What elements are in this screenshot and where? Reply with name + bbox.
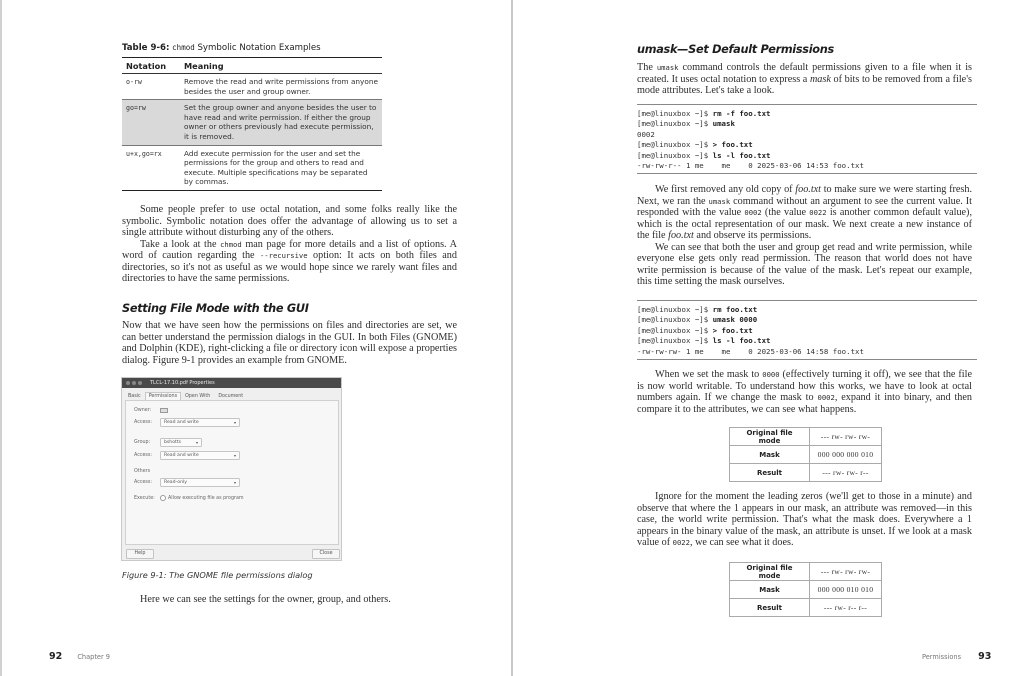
window-close-icon <box>126 381 130 385</box>
section-heading: Setting File Mode with the GUI <box>122 302 309 315</box>
others-access-row: Access: Read-only ▾ <box>134 478 240 487</box>
table-row: Mask 000 000 010 010 <box>730 581 882 599</box>
chevron-down-icon: ▾ <box>233 453 236 458</box>
section-heading: umask—Set Default Permissions <box>637 43 834 56</box>
code-line: [me@linuxbox ~]$ > foo.txt <box>637 325 753 335</box>
code-line: [me@linuxbox ~]$ > foo.txt <box>637 140 753 150</box>
code-line: -rw-rw-r-- 1 me me 0 2025-03-06 14:53 foo.txt <box>637 161 864 171</box>
code-block <box>637 104 977 174</box>
owner-access-row: Access: Read and write ▾ <box>134 418 240 427</box>
dialog-tabs <box>122 389 341 400</box>
code-line: 0002 <box>637 129 655 139</box>
meaning-cell: Add execute permission for the user and set the permissions for the group and others to read and execute. Multiple specifications may be separated by commas. <box>180 145 382 190</box>
table-row: Result --- rw- r-- r-- <box>730 599 882 617</box>
owner-row: Owner: <box>134 408 168 413</box>
code-line: [me@linuxbox ~]$ rm foo.txt <box>637 305 758 314</box>
owner-access-combo: Read and write ▾ <box>160 418 240 427</box>
paragraph: We first removed any old copy of foo.txt to make sure we were starting fresh. Next, we ran the umask command without an argument to see the current value. It responded with the value 0002 (the value 0022 is another common default value), which is the octal representation of our mask. We next create a new instance of the file foo.txt and observe its permissions. We can see that both the user and group get read and write permission, while everyone else gets only read permission. The reason that world does not have write permission is because of the value of the mask. Let's repeat our example, this time setting the mask ourselves. <box>637 184 972 287</box>
table-caption-command: chmod <box>172 43 195 52</box>
window-maximize-icon <box>138 381 142 385</box>
notation-cell: go=rw <box>122 100 180 145</box>
table-row <box>122 145 382 190</box>
paragraph: Ignore for the moment the leading zeros (we'll get to those in a minute) and observe that where the 1 appears in our mask, an attribute was removed—in this case, the world write permission. That's what the mask does. Everywhere a 1 appears in the binary value of the mask, an attribute is unset. If we look at a mask value of 0022, we can see what it does. <box>637 491 972 548</box>
group-row: Group: bshotts ▾ <box>134 438 202 447</box>
table-row <box>122 100 382 145</box>
page-folio <box>922 644 991 663</box>
others-row: Others <box>134 469 151 474</box>
table-caption-text: Symbolic Notation Examples <box>194 43 321 53</box>
dialog-title: TLCL-17.10.pdf Properties <box>150 380 215 386</box>
page-folio <box>49 644 110 663</box>
table-row: Result --- rw- rw- r-- <box>730 464 882 482</box>
notation-cell: o-rw <box>122 74 180 100</box>
column-header: Notation <box>122 58 180 74</box>
mask-table-1 <box>729 427 882 482</box>
properties-dialog-figure <box>121 377 342 561</box>
table-label: Table 9-6: <box>122 43 170 53</box>
group-access-row: Access: Read and write ▾ <box>134 451 240 460</box>
meaning-cell: Set the group owner and anyone besides the user to have read and write permission. If either the group owner or others previously had execute permission, it is removed. <box>180 100 382 145</box>
dialog-titlebar <box>122 378 341 388</box>
chevron-down-icon: ▾ <box>233 420 236 425</box>
help-button: Help <box>126 549 154 559</box>
tab-basic: Basic <box>128 394 141 399</box>
tab-open-with: Open With <box>185 394 211 399</box>
table-row: Original file mode --- rw- rw- rw- <box>730 428 882 446</box>
owner-icon <box>160 408 168 413</box>
execute-row: Execute: Allow executing file as program <box>134 495 244 501</box>
group-access-combo: Read and write ▾ <box>160 451 240 460</box>
column-header: Meaning <box>180 58 382 74</box>
table-row: Mask 000 000 000 010 <box>730 446 882 464</box>
paragraph: Some people prefer to use octal notation, and some folks really like the symbolic. Symbolic notation does offer the advantage of allowing us to set a single attribute without disturbing any of the others. Take a look at the chmod man page for more details and a list of options. A word of caution regarding the --recursive option: It acts on both files and directories, so it's not as useful as we would hope since we rarely want files and directories to have the same permissions. <box>122 204 457 284</box>
running-footer: Chapter 9 <box>77 653 110 661</box>
figure-caption: Figure 9-1: The GNOME file permissions dialog <box>122 570 313 580</box>
notation-cell: u+x,go=rx <box>122 145 180 190</box>
table-caption <box>122 43 321 53</box>
page-number: 93 <box>978 651 992 662</box>
close-button: Close <box>312 549 340 559</box>
group-combo: bshotts ▾ <box>160 438 202 447</box>
chevron-down-icon: ▾ <box>195 440 198 445</box>
mask-table-2 <box>729 562 882 617</box>
code-line: [me@linuxbox ~]$ ls -l foo.txt <box>637 336 771 346</box>
code-line: [me@linuxbox ~]$ umask 0000 <box>637 315 758 325</box>
symbolic-notation-table <box>122 57 382 191</box>
code-line: [me@linuxbox ~]$ rm -f foo.txt <box>637 109 771 118</box>
chevron-down-icon: ▾ <box>233 480 236 485</box>
left-page <box>0 0 511 676</box>
paragraph: When we set the mask to 0000 (effectively turning it off), we see that the file is now world writable. To understand how this works, we have to look at octal numbers again. If we change the mask to 0002, expand it into binary, and then compare it to the attributes, we can see what happens. <box>637 369 973 415</box>
running-footer: Permissions <box>922 653 961 661</box>
page-number: 92 <box>49 651 63 662</box>
paragraph: Here we can see the settings for the owner, group, and others. <box>140 594 391 605</box>
paragraph: The umask command controls the default permissions given to a file when it is created. It uses octal notation to express a mask of bits to be removed from a file's mode attributes. Let's take a look. <box>637 62 973 96</box>
paragraph: Now that we have seen how the permissions on files and directories are set, we can better understand the permission dialogs in the GUI. In both Files (GNOME) and Dolphin (KDE), right-clicking a file or directory icon will expose a properties dialog. Figure 9-1 provides an example from GNOME. <box>122 320 457 366</box>
table-row: Original file mode --- rw- rw- rw- <box>730 563 882 581</box>
execute-checkbox <box>160 495 166 501</box>
code-line: [me@linuxbox ~]$ ls -l foo.txt <box>637 150 771 160</box>
meaning-cell: Remove the read and write permissions from anyone besides the user and group owner. <box>180 74 382 100</box>
code-line: -rw-rw-rw- 1 me me 0 2025-03-06 14:58 foo.txt <box>637 346 864 356</box>
dialog-body <box>125 400 339 545</box>
code-line: [me@linuxbox ~]$ umask <box>637 119 735 129</box>
window-minimize-icon <box>132 381 136 385</box>
table-row <box>122 74 382 100</box>
others-access-combo: Read-only ▾ <box>160 478 240 487</box>
tab-permissions: Permissions <box>145 392 181 400</box>
tab-document: Document <box>218 394 244 399</box>
code-block <box>637 300 977 360</box>
